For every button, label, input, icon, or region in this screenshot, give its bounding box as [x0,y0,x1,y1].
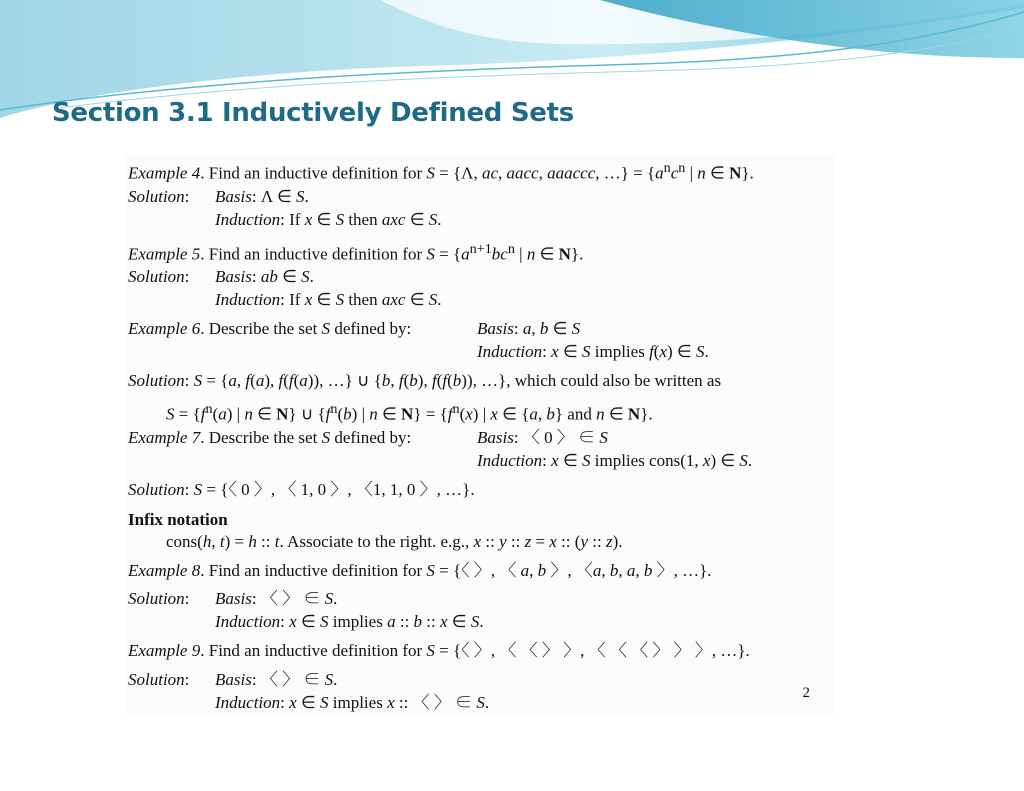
solution-9-basis: Basis: 〈 〉 ∈ S. [215,670,338,689]
solution-9-induction: Induction: x ∈ S implies x :: 〈 〉 ∈ S. [215,693,490,712]
solution-9-label: Solution: [128,670,190,689]
slide-title: Section 3.1 Inductively Defined Sets [52,98,574,128]
example-6: Example 6. Describe the set S defined by: [128,319,412,338]
example-9: Example 9. Find an inductive definition for S = {〈 〉, 〈 〈 〉 〉, 〈 〈 〈 〉 〉 〉, …}. [128,641,750,660]
textbook-excerpt [126,154,834,716]
solution-6-continued: $S = \{f^n(a)$ | n ∈ N} ∪ {$f^n(b)$ | n ∈ $N\} = \{f^n(x)$ | x ∈ {a, b} and n ∈ N}. [166,401,653,424]
solution-6: Solution: S = {a, f(a), f(f(a)), …} ∪ {b, f(b), f(f(b)), …}, which could also be written as [128,371,722,390]
example-5: Example 5. Find an inductive definition for $S = \{a^{n+1}bc^n$ | n ∈ N}. [128,241,584,264]
solution-5-basis: Basis: ab ∈ S. [215,267,314,286]
infix-notation-heading: Infix notation [128,510,228,529]
solution-4-label: Solution: [128,187,190,206]
example-7-basis: Basis: 〈 0 〉 ∈ S [477,428,608,447]
solution-7: Solution: S = {〈 0 〉, 〈 1, 0 〉, 〈1, 1, 0 〉, …}. [128,480,475,499]
solution-8-basis: Basis: 〈 〉 ∈ S. [215,589,338,608]
solution-8-induction: Induction: x ∈ S implies a :: b :: x ∈ S. [215,612,484,631]
example-6-basis: Basis: a, b ∈ S [477,319,581,338]
solution-4-basis: Basis: Λ ∈ S. [215,187,309,206]
example-6-induction: Induction: x ∈ S implies f(x) ∈ S. [477,342,709,361]
solution-4-induction: Induction: If x ∈ S then axc ∈ S. [215,210,442,229]
solution-5-induction: Induction: If x ∈ S then axc ∈ S. [215,290,442,309]
page-number: 2 [802,685,810,701]
solution-8-label: Solution: [128,589,190,608]
example-4: Example 4. Find an inductive definition for S = {Λ, ac, aacc, aaaccc, …} = {$a^nc^n$ | n ∈ N}. [128,160,754,183]
infix-notation-body: cons(h, t) = h :: t. Associate to the right. e.g., x :: y :: z = x :: (y :: z). [166,532,623,551]
example-7: Example 7. Describe the set S defined by: [128,428,412,447]
example-7-induction: Induction: x ∈ S implies cons(1, x) ∈ S. [477,451,753,470]
solution-5-label: Solution: [128,267,190,286]
example-8: Example 8. Find an inductive definition for S = {〈 〉, 〈 a, b 〉, 〈a, b, a, b 〉, …}. [128,561,712,580]
